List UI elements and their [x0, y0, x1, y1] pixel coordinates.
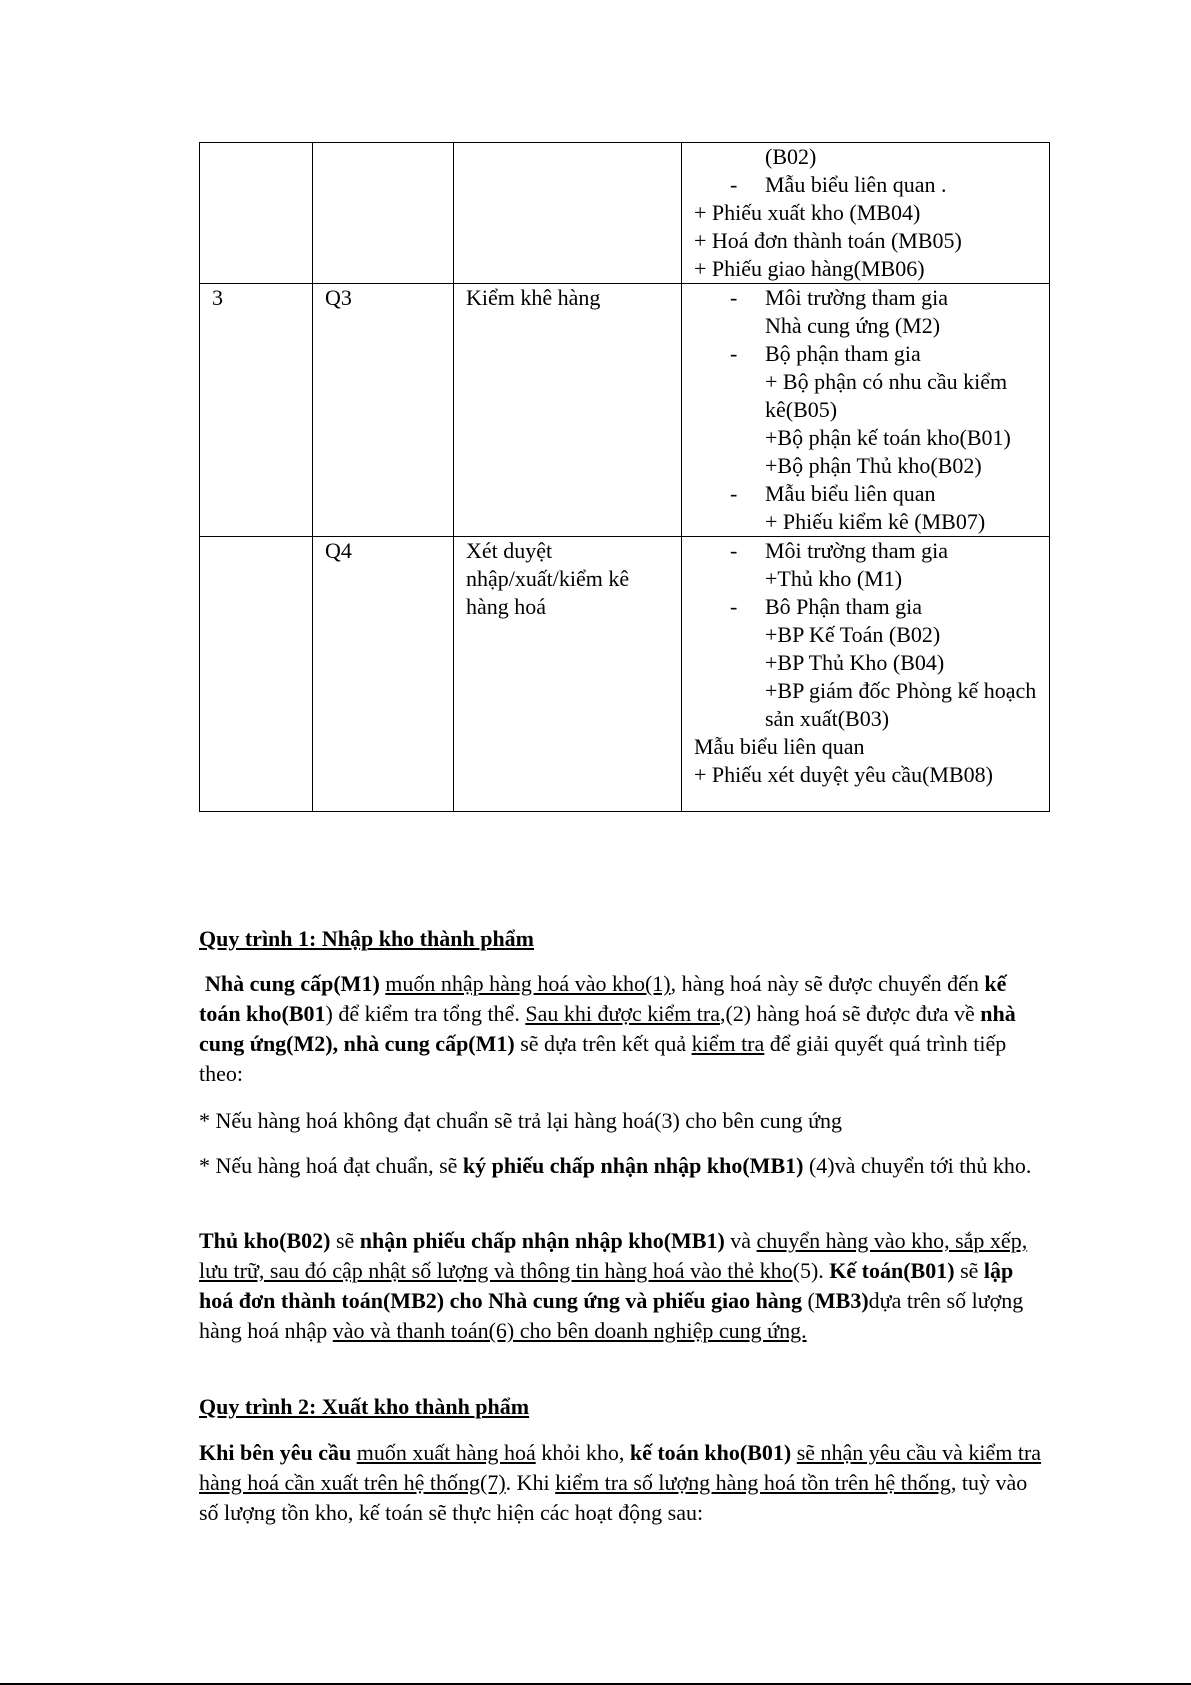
detail-line: +Bộ phận Thủ kho(B02) — [765, 453, 982, 478]
detail-line: Mẫu biểu liên quan — [694, 734, 865, 759]
detail-line: +Bộ phận kế toán kho(B01) — [765, 425, 1011, 450]
detail-line: + Phiếu giao hàng(MB06) — [694, 256, 925, 281]
detail-line: + Phiếu xuất kho (MB04) — [694, 200, 921, 225]
detail-line: + Phiếu kiểm kê (MB07) — [765, 509, 986, 534]
detail-line: - Mẫu biểu liên quan . — [694, 171, 1039, 199]
detail-line: - Mẫu biểu liên quan — [694, 480, 1039, 508]
section1-heading: Quy trình 1: Nhập kho thành phẩm — [199, 926, 535, 951]
detail-line: - Bộ phận tham gia — [694, 340, 1039, 368]
cell-details — [682, 284, 1050, 537]
detail-line: +Thủ kho (M1) — [765, 566, 903, 591]
cell-name: Xét duyệt nhập/xuất/kiểm kê hàng hoá — [454, 537, 682, 812]
cell-code: Q3 — [313, 284, 454, 537]
cell-name: Kiểm khê hàng — [454, 284, 682, 537]
table-row — [200, 537, 1050, 812]
cell-name — [454, 143, 682, 284]
detail-line: + Phiếu xét duyệt yêu cầu(MB08) — [694, 762, 993, 787]
detail-line: + Bộ phận có nhu cầu kiểm kê(B05) — [765, 369, 1008, 422]
cell-no — [200, 143, 313, 284]
section2-heading: Quy trình 2: Xuất kho thành phẩm — [199, 1394, 530, 1419]
detail-line: +BP Kế Toán (B02) — [765, 622, 941, 647]
detail-line: Nhà cung ứng (M2) — [765, 313, 941, 338]
section1-paragraph-1: Nhà cung cấp(M1) muốn nhập hàng hoá vào kho(1), hàng hoá này sẽ được chuyển đến kế toán kho(B01) để kiểm tra tổng thể. Sau khi được kiểm tra,(2) hàng hoá sẽ được đưa về nhà cung ứng(M2), nhà cung cấp(M1) sẽ dựa trên kết quả kiểm tra để giải quyết quá trình tiếp theo: — [199, 971, 1016, 1086]
cell-details — [682, 537, 1050, 812]
cell-code: Q4 — [313, 537, 454, 812]
section1-paragraph-2: * Nếu hàng hoá không đạt chuẩn sẽ trả lại hàng hoá(3) cho bên cung ứng — [199, 1108, 843, 1133]
detail-line: - Môi trường tham gia — [694, 284, 1039, 312]
detail-line: - Môi trường tham gia — [694, 537, 1039, 565]
section2-paragraph-1: Khi bên yêu cầu muốn xuất hàng hoá khỏi kho, kế toán kho(B01) sẽ nhận yêu cầu và kiểm tra hàng hoá cần xuất trên hệ thống(7). Khi kiểm tra số lượng hàng hoá tồn trên hệ thống, tuỳ vào số lượng tồn kho, kế toán sẽ thực hiện các hoạt động sau: — [199, 1440, 1042, 1525]
cell-details — [682, 143, 1050, 284]
cell-no — [200, 537, 313, 812]
cell-code — [313, 143, 454, 284]
detail-line: - Bô Phận tham gia — [694, 593, 1039, 621]
table-row — [200, 143, 1050, 284]
detail-line: + Hoá đơn thành toán (MB05) — [694, 228, 962, 253]
detail-line: +BP Thủ Kho (B04) — [765, 650, 945, 675]
section1-paragraph-3: * Nếu hàng hoá đạt chuẩn, sẽ ký phiếu chấp nhận nhập kho(MB1) (4)và chuyển tới thủ kho. — [199, 1153, 1032, 1178]
table-row — [200, 284, 1050, 537]
process-table — [199, 142, 1050, 812]
cell-no: 3 — [200, 284, 313, 537]
detail-line: (B02) — [765, 144, 817, 169]
detail-line: +BP giám đốc Phòng kế hoạch sản xuất(B03) — [765, 678, 1037, 731]
section1-paragraph-4: Thủ kho(B02) sẽ nhận phiếu chấp nhận nhập kho(MB1) và chuyển hàng vào kho, sắp xếp, lưu trữ, sau đó cập nhật số lượng và thông tin hàng hoá vào thẻ kho(5). Kế toán(B01) sẽ lập hoá đơn thành toán(MB2) cho Nhà cung ứng và phiếu giao hàng (MB3)dựa trên số lượng hàng hoá nhập vào và thanh toán(6) cho bên doanh nghiệp cung ứng. — [199, 1228, 1028, 1343]
